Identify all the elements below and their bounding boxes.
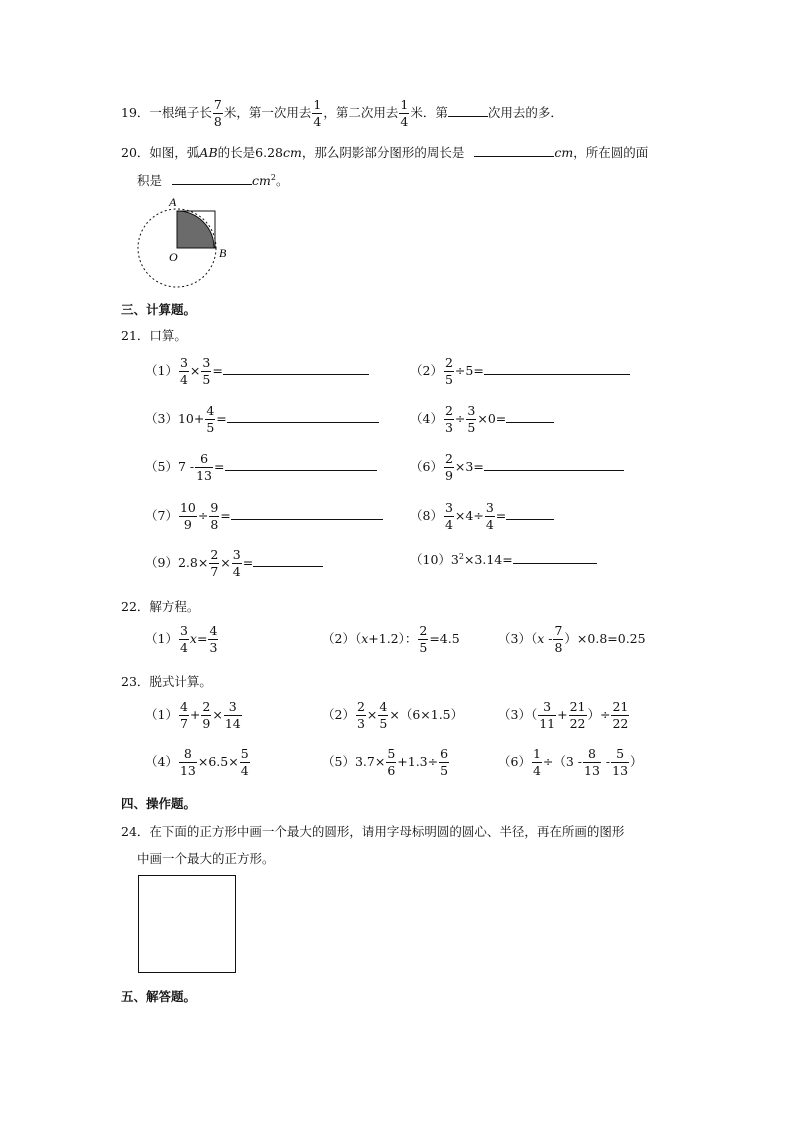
q21-item-4: （4） $\frac{2}{3}$ ÷ $\frac{3}{5}$ ×0= <box>410 405 554 434</box>
answer-blank[interactable] <box>225 469 377 471</box>
q21-item-3: （3）10+ $\frac{4}{5}$ = <box>145 405 379 434</box>
label-o: O <box>169 250 178 264</box>
question-24-line2: 中画一个最大的正方形。 <box>137 851 275 866</box>
q21-item-5: （5）7 - $\frac{6}{13}$ = <box>145 453 377 482</box>
label-a: A <box>169 195 177 209</box>
q21-item-8: （8） $\frac{3}{4}$ ×4÷ $\frac{3}{4}$ = <box>410 502 554 531</box>
answer-blank-perimeter[interactable] <box>474 155 554 157</box>
answer-blank[interactable] <box>227 421 379 423</box>
answer-blank[interactable] <box>484 469 624 471</box>
fraction: $\frac{1}{4}$ <box>400 97 409 129</box>
answer-blank[interactable] <box>253 565 323 567</box>
drawing-square[interactable] <box>138 875 236 973</box>
q23-item-5: （5）3.7× $\frac{5}{6}$ +1.3÷ $\frac{6}{5}$ <box>322 746 449 778</box>
section-heading-5: 五、解答题。 <box>121 989 197 1004</box>
q21-item-7: （7） $\frac{10}{9}$ ÷ $\frac{9}{8}$ = <box>145 502 383 531</box>
q21-item-10: $(10)3^2\times 3.14=$ <box>410 550 597 568</box>
question-24-line1: 24．在下面的正方形中画一个最大的圆形，请用字母标明圆的圆心、半径，再在所画的图形 <box>121 824 625 839</box>
question-20: 20．如图，弧AB的长是6.28cm，那么阴影部分图形的周长是 cm，所在圆的面 <box>121 145 649 160</box>
question-19: 19．一根绳子长 $\frac{7}{8}$ 米，第一次用去 $\frac{1}{4}$ ，第二次用去 $\frac{1}{4}$ 米．第 次用去的多． <box>121 97 563 129</box>
section-heading-4: 四、操作题。 <box>121 796 197 811</box>
question-21-title: 21．口算。 <box>121 328 187 343</box>
q23-item-3: （3）（ $\frac{3}{11}$ + $\frac{21}{22}$ ）÷ $\frac{21}{22}$ <box>498 699 629 731</box>
shaded-quarter-circle <box>177 211 214 248</box>
q23-item-4: （4） $\frac{8}{13}$ ×6.5× $\frac{5}{4}$ <box>145 746 249 778</box>
answer-blank[interactable] <box>513 562 597 564</box>
answer-blank[interactable] <box>231 518 383 520</box>
fraction: $\frac{7}{8}$ <box>213 97 222 129</box>
q21-item-1: （1） $\frac{3}{4}$ × $\frac{3}{5}$ = <box>145 357 369 386</box>
question-23-title: 23．脱式计算。 <box>121 674 212 689</box>
fraction: $\frac{1}{4}$ <box>313 97 322 129</box>
section-heading-3: 三、计算题。 <box>121 302 197 317</box>
q22-item-3: （3）（x - $\frac{7}{8}$ ）×0.8=0.25 <box>498 623 646 655</box>
answer-blank[interactable] <box>484 373 630 375</box>
label-b: B <box>219 246 227 260</box>
q22-item-2: （2）（x+1.2）： $\frac{2}{5}$ =4.5 <box>322 623 460 655</box>
q23-item-6: （6） $\frac{1}{4}$ ÷（3 - $\frac{8}{13}$ - $\frac{5}{13}$ ） <box>498 746 643 778</box>
q19-number: 19． <box>121 105 150 120</box>
answer-blank[interactable] <box>223 373 369 375</box>
q21-item-6: （6） $\frac{2}{9}$ ×3= <box>410 453 624 482</box>
answer-blank[interactable] <box>448 115 488 117</box>
q23-item-2: （2） $\frac{2}{3}$ × $\frac{4}{5}$ ×（6×1.5） <box>322 699 464 731</box>
answer-blank[interactable] <box>506 421 554 423</box>
circle-figure <box>130 190 240 290</box>
q23-item-1: （1） $\frac{4}{7}$ + $\frac{2}{9}$ × $\frac{3}{14}$ <box>145 699 241 731</box>
question-20-line2: 积是 $cm^2$。 <box>137 172 289 188</box>
q22-item-1: （1） $\frac{3}{4}$ x= $\frac{4}{3}$ <box>145 623 218 655</box>
q21-item-2: （2） $\frac{2}{5}$ ÷5= <box>410 357 630 386</box>
answer-blank-area[interactable] <box>172 183 252 185</box>
q20-number: 20． <box>121 145 150 160</box>
answer-blank[interactable] <box>506 518 554 520</box>
q21-item-9: （9）2.8× $\frac{2}{7}$ × $\frac{3}{4}$ = <box>145 549 323 578</box>
question-22-title: 22．解方程。 <box>121 599 200 614</box>
